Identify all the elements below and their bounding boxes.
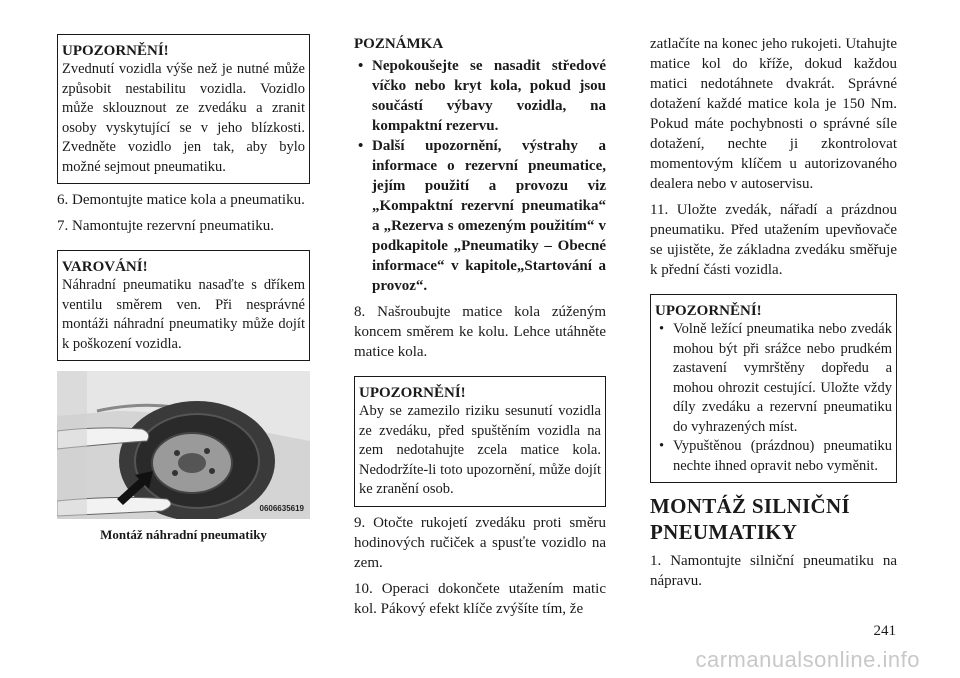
caution-box-spare: [57, 250, 310, 361]
figure-code: 0606635619: [259, 504, 304, 513]
note-item: • Nepokoušejte se nasadit středové víčko nebo kryt kola, pokud jsou součástí výbavy vozidla, na kompaktní rezervu.: [354, 56, 606, 136]
step-1: 1. Namontujte silniční pneumatiku na nápravu.: [650, 553, 897, 589]
warning-title: UPOZORNĚNÍ!: [62, 43, 169, 59]
note-title: POZNÁMKA: [354, 36, 444, 52]
caution-text: Náhradní pneumatiku nasaďte s dříkem ventilu směrem ven. Při nesprávné montáži náhradní pneumatiky může dojít k poškození vozidla.: [62, 277, 305, 352]
step-7: 7. Namontujte rezervní pneumatiku.: [57, 218, 275, 234]
figure-caption: Montáž náhradní pneumatiky: [100, 527, 267, 542]
warning-item: • Volně ležící pneumatika nebo zvedák mohou být při srážce nebo prudkém zastavení vymrštěny dopředu a mohou ohrozit cestující. Uložte vždy díly zvedáku a rezervní pneumatiku do vyhrazených míst.: [655, 320, 892, 437]
caution-title: VAROVÁNÍ!: [62, 259, 148, 275]
column-middle: [354, 34, 606, 619]
column-left: [57, 34, 310, 543]
page-number: 241: [873, 623, 896, 639]
section-heading: MONTÁŽ SILNIČNÍ PNEUMATIKY: [650, 494, 850, 544]
warning-list: [655, 320, 892, 476]
step-8: 8. Našroubujte matice kola zúženým koncem směrem ke kolu. Lehce utáhněte matice kola.: [354, 304, 606, 360]
warning-box-lugnuts: [354, 376, 606, 507]
tire-mounting-drawing: [57, 371, 310, 519]
warning-item: • Vypuštěnou (prázdnou) pneumatiku nechte ihned opravit nebo vyměnit.: [655, 437, 892, 476]
step-10: 10. Operaci dokončete utažením matic kol. Pákový efekt klíče zvýšíte tím, že: [354, 580, 606, 617]
warning-title: UPOZORNĚNÍ!: [655, 303, 762, 319]
step-11: 11. Uložte zvedák, nářadí a prázdnou pneumatiku. Před utažením upevňovače se ujistěte, že základna zvedáku směřuje k přední části vozidla.: [650, 202, 897, 278]
note-list: [354, 56, 606, 296]
warning-title: UPOZORNĚNÍ!: [359, 385, 466, 401]
note-item: • Další upozornění, výstrahy a informace o rezervní pneumatice, jejím použití a provozu viz „Kompaktní rezervní pneumatika“ a „Rezerva s omezeným použitím“ v podkapitole „Pneumatiky – Obecné informace“ v kapitole„Startování a provoz“.: [354, 136, 606, 296]
warning-text: Aby se zamezilo riziku sesunutí vozidla ze zvedáku, před spuštěním vozidla na zem nedotahujte zcela matice kola. Nedodržíte-li toto upozornění, může dojít ke zranění osob.: [359, 403, 601, 497]
warning-text: Zvednutí vozidla výše než je nutné může způsobit nestabilitu vozidla. Vozidlo může sklouznout ze zvedáku a zranit osoby vyskytující se v jeho blízkosti. Zvedněte vozidlo jen tak, aby bylo možné sejmout pneumatiku.: [62, 61, 305, 175]
step-6: 6. Demontujte matice kola a pneumatiku.: [57, 192, 305, 208]
warning-box-lift: [57, 34, 310, 184]
spare-tire-illustration: [57, 371, 310, 519]
step-9: 9. Otočte rukojetí zvedáku proti směru hodinových ručiček a spusťte vozidlo na zem.: [354, 514, 606, 571]
step-10-continued: zatlačíte na konec jeho rukojeti. Utahujte matice kol do kříže, dokud každou matici nedotáhnete dvakrát. Správné dotažení každé matice kola je 150 Nm. Pokud máte pochybnosti o správné síle dotažení, nechte ji zkontrolovat momentovým klíčem u autorizovaného dealera nebo v autoservisu.: [650, 36, 897, 192]
column-right: [650, 34, 897, 591]
watermark: carmanualsonline.info: [695, 647, 920, 672]
warning-box-stowage: [650, 294, 897, 483]
